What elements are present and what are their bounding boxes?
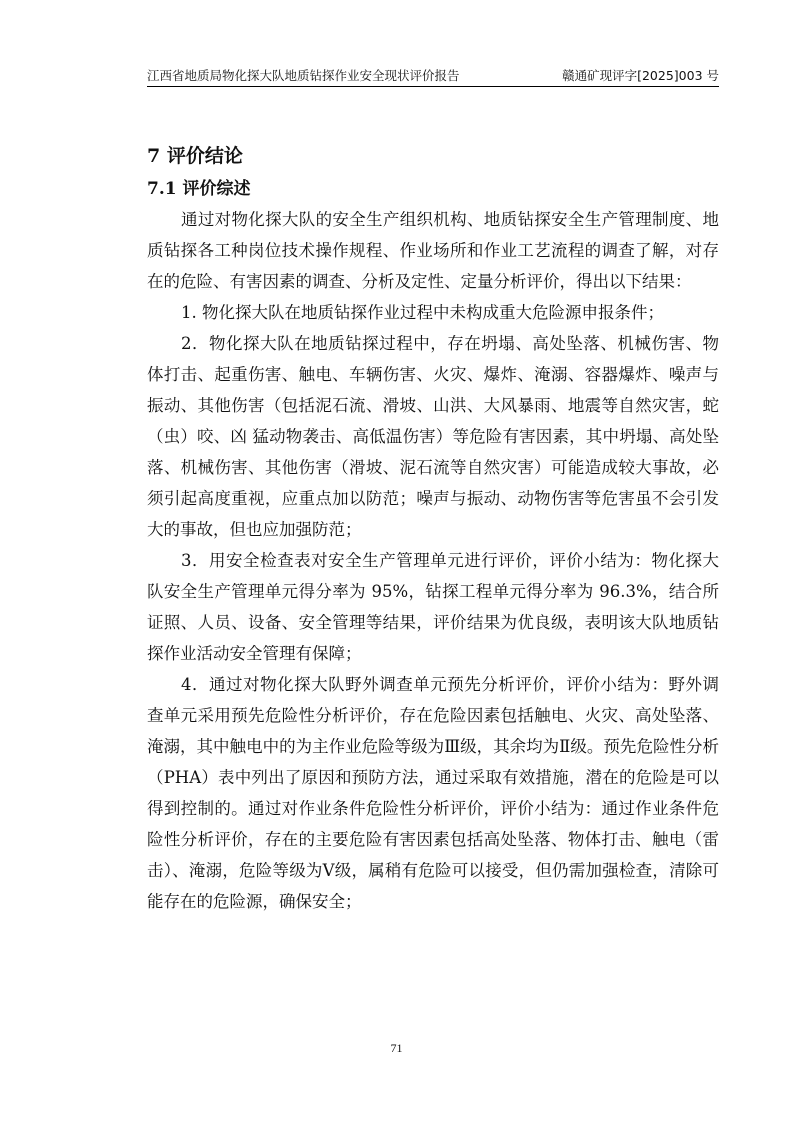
report-title: 江西省地质局物化探大队地质钻探作业安全现状评价报告 xyxy=(147,68,460,83)
result-item-1: 1. 物化探大队在地质钻探作业过程中未构成重大危险源申报条件； xyxy=(181,303,664,322)
body-text xyxy=(147,204,719,917)
page-number: 71 xyxy=(390,1041,403,1055)
result-item-3: 3．用安全检查表对安全生产管理单元进行评价，评价小结为：物化探大队安全生产管理单元得分率为 95%，钻探工程单元得分率为 96.3%，结合所证照、人员、设备、安全管理等结果，评价结果为优良级，表明该大队地质钻探作业活动安全管理有保障； xyxy=(147,551,719,663)
result-item-4: 4．通过对物化探大队野外调查单元预先分析评价，评价小结为：野外调查单元采用预先危险性分析评价，存在危险因素包括触电、火灾、高处坠落、淹溺，其中触电中的为主作业危险等级为Ⅲ级，其余均为Ⅱ级。预先危险性分析（PHA）表中列出了原因和预防方法，通过采取有效措施，潜在的危险是可以得到控制的。通过对作业条件危险性分析评价，评价小结为：通过作业条件危险性分析评价，存在的主要危险有害因素包括高处坠落、物体打击、触电（雷击）、淹溺，危险等级为Ⅴ级，属稍有危险可以接受，但仍需加强检查，清除可能存在的危险源，确保安全； xyxy=(147,675,719,911)
intro-paragraph: 通过对物化探大队的安全生产组织机构、地质钻探安全生产管理制度、地质钻探各工种岗位技术操作规程、作业场所和作业工艺流程的调查了解，对存在的危险、有害因素的调查、分析及定性、定量分析评价，得出以下结果： xyxy=(147,210,719,291)
page-header xyxy=(147,66,719,87)
subsection-heading: 7.1 评价综述 xyxy=(147,179,251,199)
document-number: 赣通矿现评字[2025]003 号 xyxy=(562,68,719,83)
section-heading: 7 评价结论 xyxy=(147,145,243,167)
result-item-2: 2．物化探大队在地质钻探过程中，存在坍塌、高处坠落、机械伤害、物体打击、起重伤害、触电、车辆伤害、火灾、爆炸、淹溺、容器爆炸、噪声与振动、其他伤害（包括泥石流、滑坡、山洪、大风暴雨、地震等自然灾害，蛇（虫）咬、凶 猛动物袭击、高低温伤害）等危险有害因素，其中坍塌、高处坠落、机械伤害、其他伤害（滑坡、泥石流等自然灾害）可能造成较大事故，必须引起高度重视，应重点加以防范；噪声与振动、动物伤害等危害虽不会引发大的事故，但也应加强防范； xyxy=(147,334,719,539)
